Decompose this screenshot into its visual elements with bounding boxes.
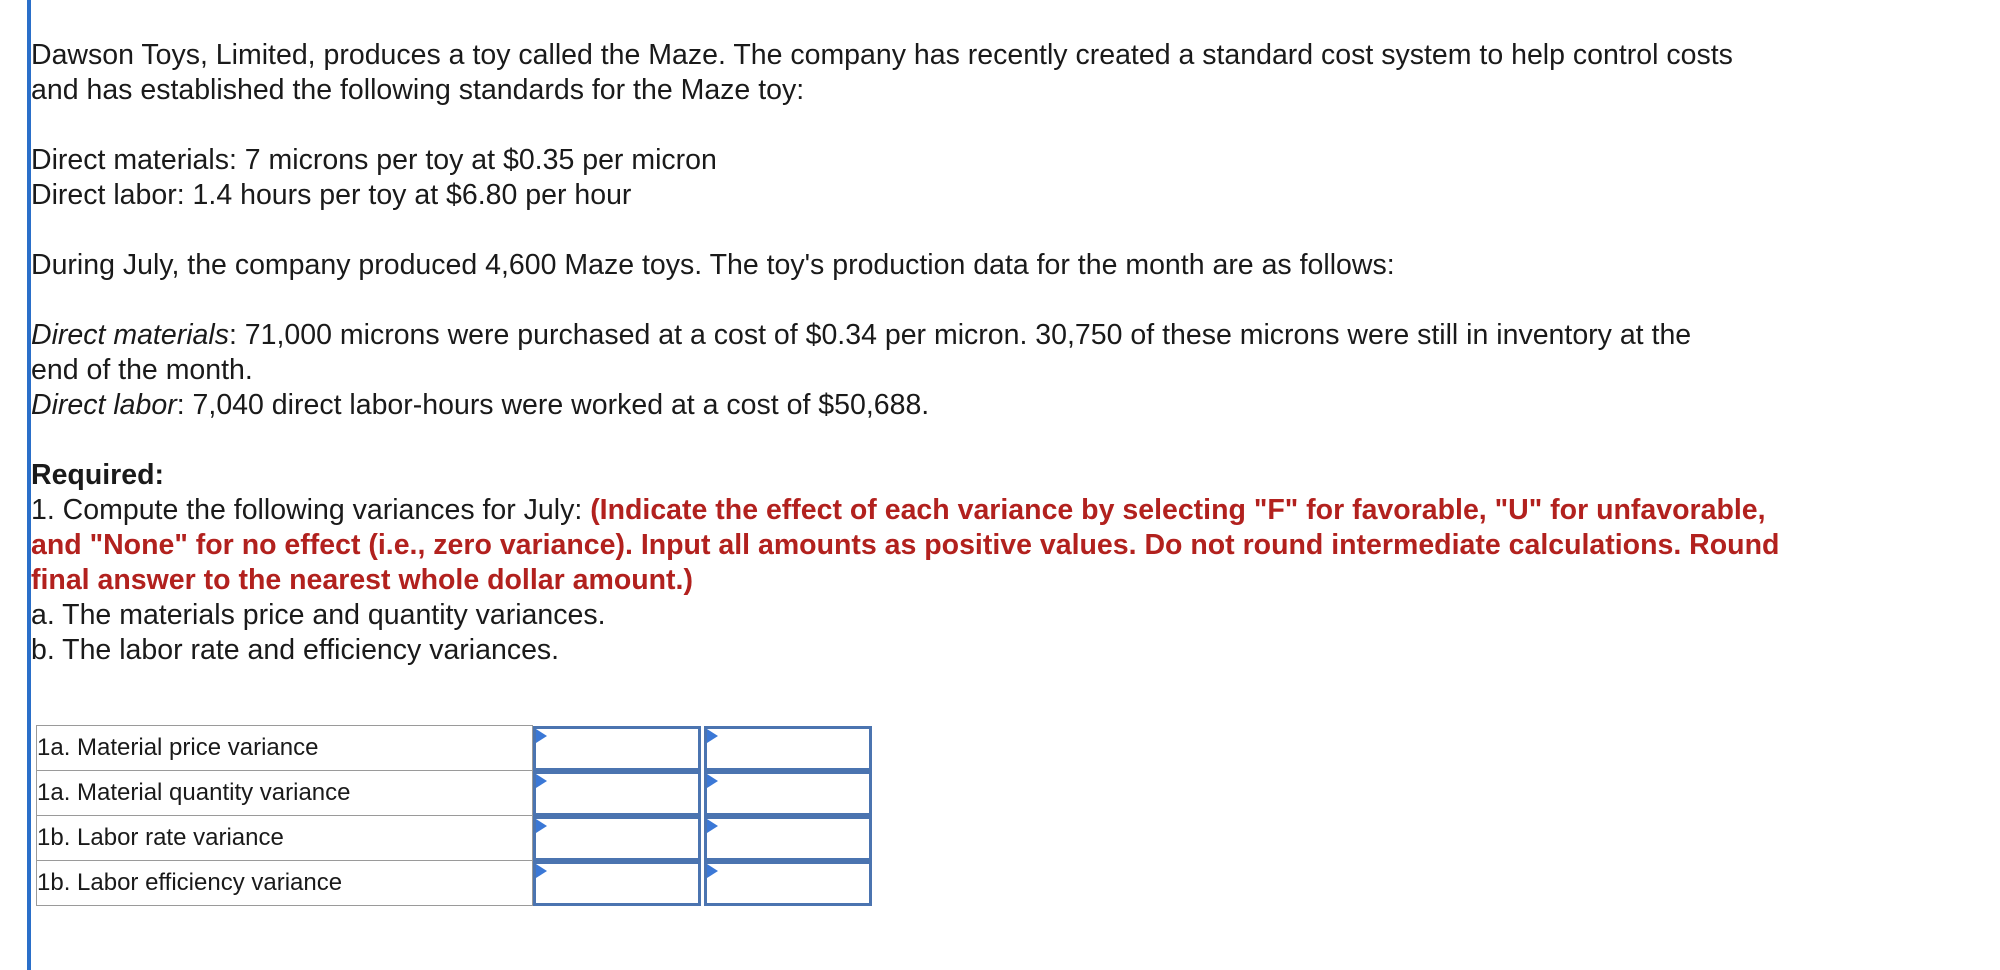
standards-paragraph <box>31 143 1971 213</box>
actual-labor-line <box>31 388 1971 423</box>
amount-input-cell[interactable] <box>533 726 701 771</box>
actuals-paragraph <box>31 318 1971 423</box>
instruction-line-1: (Indicate the effect of each variance by selecting "F" for favorable, "U" for unfavorable, <box>590 494 1766 526</box>
table-row <box>37 816 872 861</box>
actual-materials-label: Direct materials <box>31 319 229 351</box>
table-row <box>37 771 872 816</box>
question-prefix: 1. Compute the following variances for July: <box>31 494 591 526</box>
amount-input[interactable] <box>536 819 698 858</box>
amount-input-cell[interactable] <box>533 861 701 906</box>
part-b-text: b. The labor rate and efficiency variances. <box>31 634 560 666</box>
instruction-line-3: final answer to the nearest whole dollar amount.) <box>31 564 693 596</box>
standard-materials: Direct materials: 7 microns per toy at $0.35 per micron <box>31 144 717 176</box>
effect-select[interactable] <box>707 819 869 858</box>
instruction-line-2: and "None" for no effect (i.e., zero variance). Input all amounts as positive values. Do not round intermediate calculations. Round <box>31 529 1780 561</box>
effect-select-cell[interactable] <box>704 726 872 771</box>
dropdown-marker-icon <box>707 864 718 878</box>
standard-labor: Direct labor: 1.4 hours per toy at $6.80 per hour <box>31 179 632 211</box>
amount-input[interactable] <box>536 729 698 768</box>
table-row <box>37 726 872 771</box>
required-section <box>31 458 1971 668</box>
actual-labor-text: : 7,040 direct labor-hours were worked at a cost of $50,688. <box>176 389 930 421</box>
effect-select-cell[interactable] <box>704 816 872 861</box>
effect-select[interactable] <box>707 774 869 813</box>
dropdown-marker-icon <box>536 729 547 743</box>
effect-select-cell[interactable] <box>704 861 872 906</box>
dropdown-marker-icon <box>536 864 547 878</box>
amount-input[interactable] <box>536 774 698 813</box>
production-paragraph <box>31 248 1971 283</box>
intro-paragraph <box>31 38 1971 108</box>
dropdown-marker-icon <box>707 819 718 833</box>
dropdown-marker-icon <box>707 729 718 743</box>
row-label: 1b. Labor rate variance <box>37 816 533 861</box>
dropdown-marker-icon <box>707 774 718 788</box>
row-label: 1a. Material quantity variance <box>37 771 533 816</box>
amount-input[interactable] <box>536 864 698 903</box>
table-row <box>37 861 872 906</box>
intro-line-2: and has established the following standards for the Maze toy: <box>31 74 805 106</box>
row-label: 1b. Labor efficiency variance <box>37 861 533 906</box>
amount-input-cell[interactable] <box>533 771 701 816</box>
actual-labor-label: Direct labor <box>31 389 177 421</box>
actual-materials-line-2: end of the month. <box>31 354 253 386</box>
intro-line-1: Dawson Toys, Limited, produces a toy called the Maze. The company has recently created a standard cost system to help control costs <box>31 39 1733 71</box>
effect-select[interactable] <box>707 864 869 903</box>
problem-text <box>31 38 1971 704</box>
amount-input-cell[interactable] <box>533 816 701 861</box>
effect-select-cell[interactable] <box>704 771 872 816</box>
actual-materials-line-1 <box>31 318 1971 353</box>
variance-answer-table <box>36 725 872 906</box>
dropdown-marker-icon <box>536 819 547 833</box>
dropdown-marker-icon <box>536 774 547 788</box>
row-label: 1a. Material price variance <box>37 726 533 771</box>
actual-materials-text: : 71,000 microns were purchased at a cost of $0.34 per micron. 30,750 of these microns were still in inventory at the <box>228 319 1692 351</box>
required-title: Required: <box>31 459 165 491</box>
effect-select[interactable] <box>707 729 869 768</box>
production-text: During July, the company produced 4,600 Maze toys. The toy's production data for the month are as follows: <box>31 249 1395 281</box>
part-a-text: a. The materials price and quantity variances. <box>31 599 606 631</box>
question-line-1 <box>31 493 1971 528</box>
